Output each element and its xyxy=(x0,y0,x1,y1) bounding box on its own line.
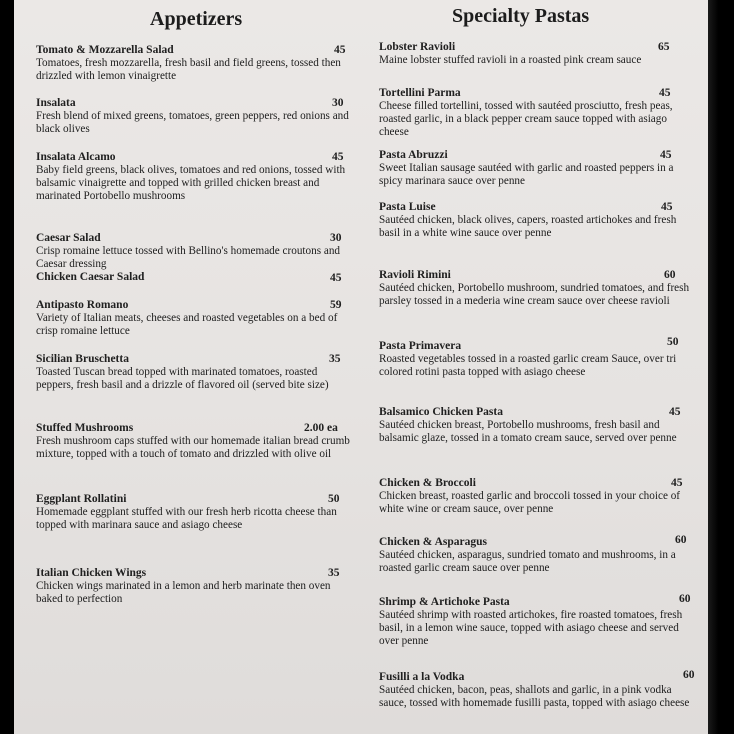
item-price: 45 xyxy=(334,44,346,56)
item-price: 45 xyxy=(330,272,342,284)
item-price: 60 xyxy=(675,534,687,546)
item-description: Sautéed chicken breast, Portobello mushrooms, fresh basil and balsamic glaze, tossed in a tomato cream sauce, served over penne xyxy=(379,419,677,444)
item-name: Chicken & Broccoli xyxy=(379,477,476,489)
item-description: Maine lobster stuffed ravioli in a roasted pink cream sauce xyxy=(379,54,642,66)
menu-item xyxy=(36,299,356,338)
item-name: Tortellini Parma xyxy=(379,87,461,99)
item-price: 45 xyxy=(669,406,681,418)
item-name: Sicilian Bruschetta xyxy=(36,353,129,365)
menu-item xyxy=(379,477,699,516)
item-description: Sweet Italian sausage sautéed with garlic and roasted peppers in a spicy marinara sauce over penne xyxy=(379,162,674,187)
item-name: Pasta Abruzzi xyxy=(379,149,448,161)
menu-item xyxy=(36,97,356,136)
item-name: Chicken Caesar Salad xyxy=(36,271,145,283)
item-name: Insalata Alcamo xyxy=(36,151,116,163)
item-description: Fresh blend of mixed greens, tomatoes, green peppers, red onions and black olives xyxy=(36,110,349,135)
menu-item xyxy=(379,536,699,575)
item-name: Insalata xyxy=(36,97,76,109)
item-price: 30 xyxy=(332,97,344,109)
item-name: Eggplant Rollatini xyxy=(36,493,127,505)
item-name: Ravioli Rimini xyxy=(379,269,451,281)
dark-background-edge xyxy=(708,0,734,734)
item-price: 60 xyxy=(679,593,691,605)
item-price: 45 xyxy=(671,477,683,489)
menu-item xyxy=(36,493,356,532)
menu-item xyxy=(379,201,699,240)
item-name: Antipasto Romano xyxy=(36,299,129,311)
appetizers-heading: Appetizers xyxy=(150,8,243,30)
item-description: Chicken breast, roasted garlic and broccoli tossed in your choice of white wine or cream sauce, over penne xyxy=(379,490,681,515)
item-description: Cheese filled tortellini, tossed with sautéed prosciutto, fresh peas, roasted garlic, in a black pepper cream sauce topped with asiago cheese xyxy=(379,100,673,138)
item-name: Caesar Salad xyxy=(36,232,101,244)
item-name: Lobster Ravioli xyxy=(379,41,456,53)
item-price: 45 xyxy=(661,201,673,213)
menu-item xyxy=(379,41,699,67)
item-price: 35 xyxy=(328,567,340,579)
pastas-heading: Specialty Pastas xyxy=(452,5,590,27)
item-name: Balsamico Chicken Pasta xyxy=(379,406,503,418)
menu-item xyxy=(379,671,699,710)
menu-item xyxy=(36,353,356,392)
item-price: 30 xyxy=(330,232,342,244)
item-name: Shrimp & Artichoke Pasta xyxy=(379,596,510,608)
item-price: 45 xyxy=(660,149,672,161)
item-price: 59 xyxy=(330,299,342,311)
item-price: 2.00 ea xyxy=(304,422,338,434)
menu-item xyxy=(36,232,356,284)
menu-item xyxy=(379,269,699,308)
item-price: 50 xyxy=(328,493,340,505)
item-price: 45 xyxy=(659,87,671,99)
item-price: 50 xyxy=(667,336,679,348)
menu-item xyxy=(36,151,356,203)
item-description: Crisp romaine lettuce tossed with Bellino's homemade croutons and Caesar dressing xyxy=(36,245,341,270)
item-name: Chicken & Asparagus xyxy=(379,536,487,548)
item-price: 60 xyxy=(683,669,695,681)
item-description: Fresh mushroom caps stuffed with our homemade italian bread crumb mixture, topped with a touch of tomato and drizzled with olive oil xyxy=(36,435,350,460)
item-description: Toasted Tuscan bread topped with marinated tomatoes, roasted peppers, fresh basil and a drizzle of flavored oil (served bite size) xyxy=(36,366,329,391)
item-name: Pasta Luise xyxy=(379,201,436,213)
item-description: Sautéed chicken, asparagus, sundried tomato and mushrooms, in a roasted garlic cream sauce over penne xyxy=(379,549,676,574)
item-name: Fusilli a la Vodka xyxy=(379,671,465,683)
menu-item xyxy=(36,44,356,83)
menu-item xyxy=(379,87,699,139)
item-description: Homemade eggplant stuffed with our fresh herb ricotta cheese than topped with marinara sauce and asiago cheese xyxy=(36,506,337,531)
item-description: Sautéed chicken, bacon, peas, shallots and garlic, in a pink vodka sauce, tossed with homemade fusilli pasta, topped with asiago cheese xyxy=(379,684,690,709)
item-name: Tomato & Mozzarella Salad xyxy=(36,44,174,56)
menu-item xyxy=(379,149,699,188)
menu-item xyxy=(379,596,699,648)
item-description: Sautéed chicken, black olives, capers, roasted artichokes and fresh basil in a white wine sauce over penne xyxy=(379,214,677,239)
item-price: 65 xyxy=(658,41,670,53)
item-description: Sautéed shrimp with roasted artichokes, fire roasted tomatoes, fresh basil, in a lemon wine sauce, topped with asiago cheese and served over penne xyxy=(379,609,683,647)
item-price: 35 xyxy=(329,353,341,365)
item-description: Variety of Italian meats, cheeses and roasted vegetables on a bed of crisp romaine lettuce xyxy=(36,312,338,337)
item-price: 60 xyxy=(664,269,676,281)
item-name: Pasta Primavera xyxy=(379,340,462,352)
menu-item xyxy=(36,567,356,606)
menu-item xyxy=(379,406,699,445)
item-description: Roasted vegetables tossed in a roasted garlic cream Sauce, over tri colored rotini pasta topped with asiago cheese xyxy=(379,353,677,378)
item-description: Tomatoes, fresh mozzarella, fresh basil and field greens, tossed then drizzled with lemon vinaigrette xyxy=(36,57,341,82)
item-description: Sautéed chicken, Portobello mushroom, sundried tomatoes, and fresh parsley tossed in a mederia wine cream sauce over cheese ravioli xyxy=(379,282,690,307)
item-description: Baby field greens, black olives, tomatoes and red onions, tossed with balsamic vinaigrette and topped with grilled chicken breast and marinated Portobello mushrooms xyxy=(36,164,346,202)
item-name: Stuffed Mushrooms xyxy=(36,422,134,434)
item-name: Italian Chicken Wings xyxy=(36,567,147,579)
item-price: 45 xyxy=(332,151,344,163)
menu-page xyxy=(14,0,708,734)
item-description: Chicken wings marinated in a lemon and herb marinate then oven baked to perfection xyxy=(36,580,331,605)
menu-item xyxy=(379,340,699,379)
